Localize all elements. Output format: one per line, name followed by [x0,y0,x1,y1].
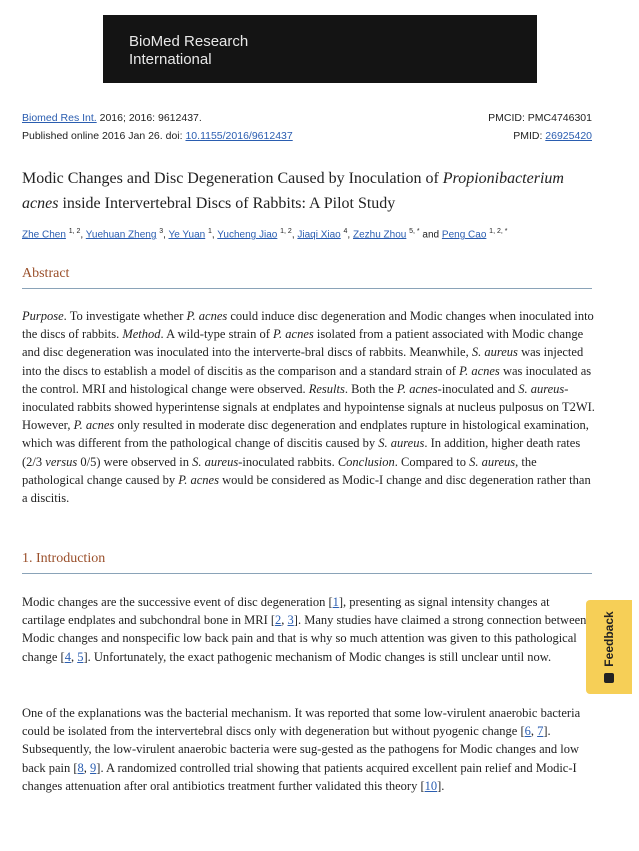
author-affiliation: 1 [207,228,212,235]
introduction-rule [22,573,592,574]
feedback-label-wrap [586,600,632,694]
italic-text: S. aureus [192,454,239,469]
text-run: could induce disc degeneration and Modic changes when inoculated into the discs of rabbits. [22,309,594,342]
pmid-link[interactable]: 26925420 [545,130,592,142]
italic-text: P. acnes [186,309,228,323]
abstract-rule [22,288,592,289]
title-italic: Propionibacterium acnes [22,170,564,212]
italic-text: versus [45,454,78,469]
text-run: ]. [437,778,445,793]
reference-link[interactable]: 6 [524,724,531,739]
text-run: . Compared to [394,454,470,469]
text-run: , [530,724,538,739]
reference-link[interactable]: 7 [537,724,544,739]
text-run: isolated from a patient associated with Modic change and disc degeneration was inoculated into the interverte-bral discs of rabbits. Meanwhile, [22,327,584,360]
reference-link[interactable]: 9 [90,760,97,775]
feedback-label: Feedback [602,611,616,667]
reference-link[interactable]: 10 [424,778,438,793]
reference-link[interactable]: 1 [332,595,339,609]
abstract-heading: Abstract [22,266,70,281]
italic-text: P. acnes [396,381,438,396]
banner-line-1: BioMed Research [129,33,249,50]
introduction-paragraph-2 [22,704,587,795]
reference-link[interactable]: 3 [287,613,294,628]
pmid [513,130,592,142]
text-run: was inoculated as the control. MRI and histological change were observed. [22,363,592,396]
introduction-heading: 1. Introduction [22,551,106,566]
author-link[interactable]: Jiaqi Xiao [297,229,341,241]
author-link[interactable]: Yuehuan Zheng [85,229,157,241]
italic-text: Conclusion [337,454,395,469]
citation-row [22,112,592,124]
journal-banner [103,15,537,83]
published-date: Published online 2016 Jan 26. doi: [22,130,186,142]
text-run: ]. Subsequently, the low-virulent anaerobic bacteria were sug-gested as the pathogens for Modic changes and low back pain [ [22,724,579,775]
journal-link[interactable]: Biomed Res Int. [22,112,97,124]
author-link[interactable]: Peng Cao [441,229,487,241]
author-list: Zhe Chen $^{1, 2}$, Yuehuan Zheng $^3$, Ye Yuan $^1$, Yucheng Jiao $^{1, 2}$, Jiaqi Xiao $^4$, Zezhu Zhou $^{5, *}$ and Peng Cao $^{1, 2, *}$ [22,228,508,241]
text-run: -inoculated rabbits. [238,454,338,469]
text-run: . In addition, higher death rates (2/3 [22,436,581,469]
reference-link[interactable]: 4 [64,649,71,664]
reference-link[interactable]: 8 [77,760,84,775]
author-link[interactable]: Ye Yuan [168,229,206,241]
text-run: . A wild-type strain of [160,327,274,342]
author-affiliation: 1, 2, * [489,228,508,235]
italic-text: Results [308,381,345,396]
title-part-1: Modic Changes and Disc Degeneration Caused by Inoculation of [22,170,443,187]
citation-details: 2016; 2016: 9612437. [96,112,202,124]
author-affiliation: 1, 2 [68,228,81,235]
author-affiliation: 3 [159,228,164,235]
title-part-2: inside Intervertebral Discs of Rabbits: A Pilot Study [58,195,396,212]
text-run: ]. Unfortunately, the exact pathogenic mechanism of Modic changes is still unclear until now. [83,649,552,664]
italic-text: P. acnes [273,327,314,342]
italic-text: P. acnes [178,472,219,487]
pmid-label: PMID: [513,130,546,142]
pmcid: PMCID: PMC4746301 [488,112,592,124]
author-link[interactable]: Yucheng Jiao [217,229,278,241]
abstract-text [22,307,597,507]
doi-link[interactable]: 10.1155/2016/9612437 [185,130,293,142]
italic-text: P. acnes [73,418,115,433]
text-run: , the pathological change caused by [22,454,537,487]
text-run: ], presenting as signal intensity changes at cartilage endplates and subchondral bone in MRI [ [22,595,550,628]
text-run: . Both the [344,381,397,396]
text-run: , [83,760,91,775]
feedback-icon [604,673,614,683]
feedback-button[interactable] [586,600,632,694]
italic-text: S. aureus [469,454,516,469]
text-run: 0/5) were observed in [77,454,193,469]
author-affiliation: 5, * [409,228,420,235]
text-run: ]. Many studies have claimed a strong connection between Modic changes and nonspecific low back pain and that is why so much attention was given to this pathological change [ [22,613,587,664]
text-run: was injected into the discs to establish a model of discitis as the comparison and a standard strain of [22,345,584,378]
author-affiliation: 1, 2 [280,228,292,235]
text-run: -inoculated rabbits showed hyperintense signals at endplates and hypointense signals at nucleus pulposus on T2WI. However, [22,381,595,433]
italic-text: Method [122,327,161,342]
italic-text: S. aureus [518,381,565,396]
italic-text: Purpose [22,309,64,323]
text-run: . To investigate whether [63,309,187,323]
italic-text: S. aureus [471,345,518,360]
banner-line-2: International [129,51,212,68]
text-run: -inoculated and [437,381,519,396]
author-affiliation: 4 [343,228,348,235]
published-row [22,130,592,142]
text-run: , [281,613,288,628]
text-run: ]. A randomized controlled trial showing that patients acquired excellent pain relief and Modic-I changes attenuation after oral antibiotics treatment further validated this theory [ [22,760,577,793]
text-run: would be considered as Modic-I change and disc degeneration rather than a discitis. [22,472,591,506]
author-link[interactable]: Zezhu Zhou [352,229,407,241]
introduction-paragraph-1 [22,593,587,666]
text-run: One of the explanations was the bacterial mechanism. It was reported that some low-virulent anaerobic bacteria could be isolated from the intervertebral discs only with degeneration but without pyogenic change [ [22,706,581,739]
reference-link[interactable]: 2 [275,613,282,628]
text-run: Modic changes are the successive event of disc degeneration [ [22,595,333,609]
text-run: only resulted in moderate disc degeneration and endplates rupture in histological examination, which was different from the pathological change of discitis caused by [22,418,589,451]
article-title [22,166,602,216]
authors-and: and [419,229,442,241]
text-run: , [70,649,78,664]
italic-text: S. aureus [378,436,425,451]
italic-text: P. acnes [459,363,500,378]
author-link[interactable]: Zhe Chen [22,229,66,241]
reference-link[interactable]: 5 [77,649,84,664]
